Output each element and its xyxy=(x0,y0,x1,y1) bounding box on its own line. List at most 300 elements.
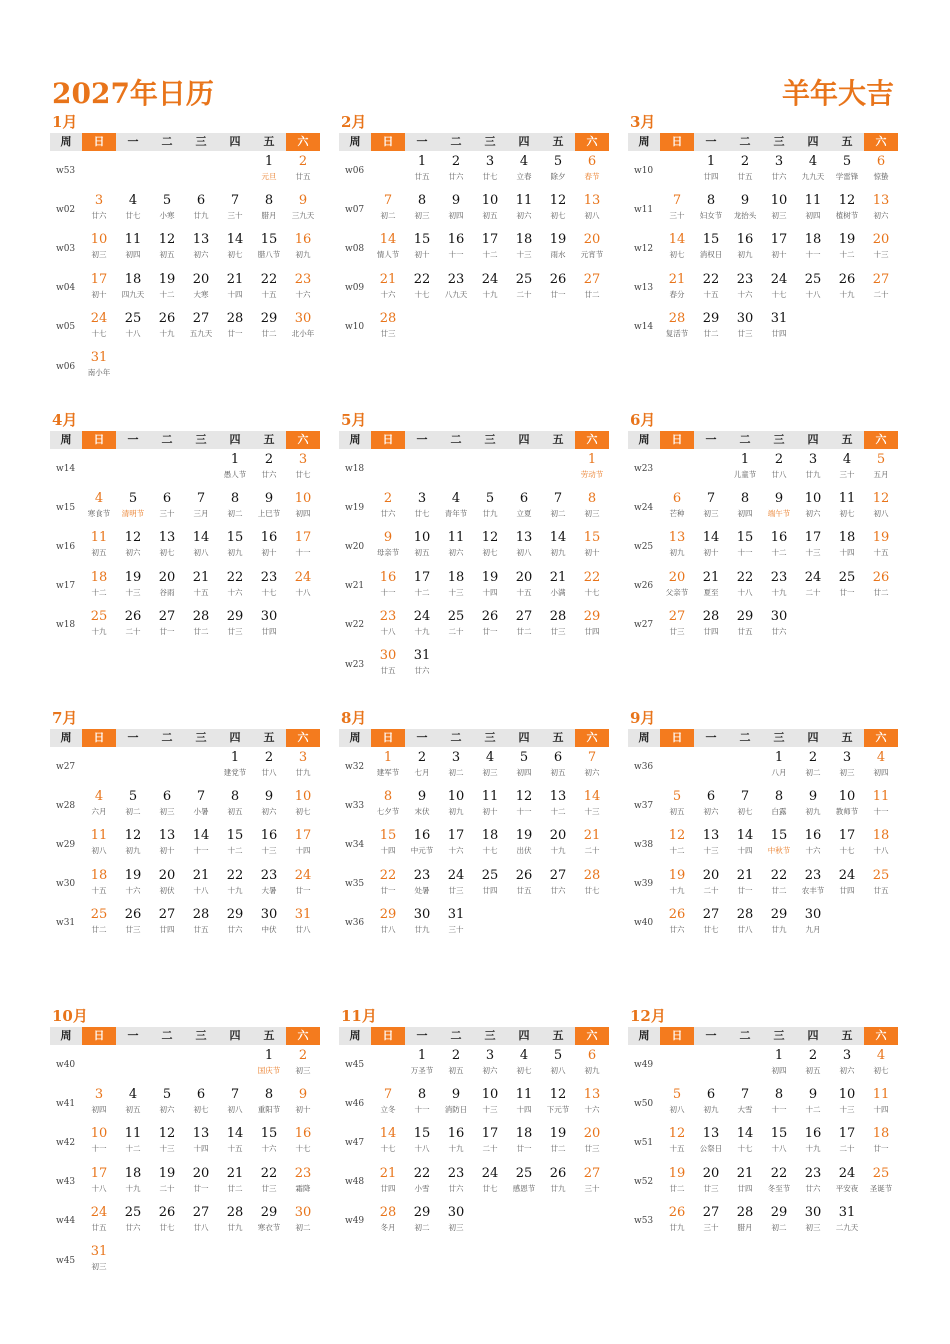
lunar-date: 廿三 xyxy=(737,328,753,338)
day-cell xyxy=(184,269,218,308)
day-cell xyxy=(218,567,252,606)
day-number: 28 xyxy=(583,867,601,883)
day-cell xyxy=(116,488,150,527)
weekday-header-cell: 五 xyxy=(252,729,286,747)
empty-day-cell xyxy=(728,747,762,786)
empty-day-cell xyxy=(82,1045,116,1084)
day-number: 24 xyxy=(413,608,431,624)
lunar-date: 十三 xyxy=(516,250,532,260)
lunar-date: 初四 xyxy=(91,1105,107,1115)
lunar-date: 廿九 xyxy=(669,1222,685,1232)
day-cell xyxy=(830,151,864,190)
day-number: 23 xyxy=(447,1165,465,1181)
lunar-date: 情人节 xyxy=(376,250,400,260)
day-cell xyxy=(286,229,320,268)
lunar-date: 廿三 xyxy=(584,1144,600,1154)
lunar-date: 初十 xyxy=(482,807,498,817)
week-number: w49 xyxy=(345,1216,365,1227)
day-number: 25 xyxy=(447,608,465,624)
day-number: 6 xyxy=(162,789,172,805)
day-cell xyxy=(694,904,728,943)
lunar-date: 二十 xyxy=(482,1144,498,1154)
day-number: 14 xyxy=(192,828,210,844)
day-cell xyxy=(252,567,286,606)
day-cell xyxy=(473,229,507,268)
lunar-date: 廿五 xyxy=(737,626,753,636)
empty-day-cell xyxy=(575,904,609,943)
weekday-header-cell: 日 xyxy=(371,133,405,151)
lunar-date: 初八 xyxy=(873,509,889,519)
day-cell xyxy=(371,1084,405,1123)
day-cell xyxy=(150,488,184,527)
lunar-date: 初八 xyxy=(669,1105,685,1115)
day-number: 11 xyxy=(90,828,108,844)
day-cell xyxy=(116,606,150,645)
week-number: w32 xyxy=(345,761,365,772)
day-cell xyxy=(439,1163,473,1202)
day-cell xyxy=(252,1123,286,1162)
week-number: w36 xyxy=(345,918,365,929)
lunar-date: 初十 xyxy=(584,548,600,558)
day-cell xyxy=(439,151,473,190)
week-row xyxy=(339,786,609,825)
lunar-date: 公祭日 xyxy=(699,1144,723,1154)
lunar-date: 二十 xyxy=(703,885,719,895)
lunar-date: 初八 xyxy=(516,548,532,558)
empty-day-cell xyxy=(541,645,575,684)
week-number: w17 xyxy=(56,581,76,592)
lunar-date: 廿五 xyxy=(91,1222,107,1232)
day-number: 4 xyxy=(128,193,138,209)
month-block xyxy=(628,112,898,347)
day-number: 18 xyxy=(872,1126,890,1142)
day-number: 6 xyxy=(876,154,886,169)
day-number: 3 xyxy=(298,750,308,765)
day-cell xyxy=(439,865,473,904)
lunar-date: 十三 xyxy=(261,846,277,856)
day-cell xyxy=(728,567,762,606)
day-cell xyxy=(82,904,116,943)
day-number: 11 xyxy=(447,530,465,546)
day-number: 16 xyxy=(294,1126,312,1142)
lunar-date: 农丰节 xyxy=(801,885,825,895)
weekday-header-cell: 周 xyxy=(50,729,82,747)
lunar-date: 初四 xyxy=(771,1066,787,1075)
empty-day-cell xyxy=(218,151,252,190)
week-number: w47 xyxy=(345,1137,365,1148)
lunar-date: 初三 xyxy=(295,1066,311,1075)
week-row xyxy=(628,527,898,566)
lunar-date: 十二 xyxy=(805,1105,821,1115)
day-cell xyxy=(728,865,762,904)
lunar-date: 初六 xyxy=(584,768,600,777)
week-row xyxy=(339,527,609,566)
lunar-date: 二十 xyxy=(584,846,600,856)
day-number: 8 xyxy=(706,193,716,209)
day-cell xyxy=(541,567,575,606)
lunar-date: 廿二 xyxy=(873,587,889,597)
week-number: w10 xyxy=(634,165,654,176)
empty-day-cell xyxy=(796,308,830,347)
day-cell xyxy=(864,151,898,190)
lunar-date: 廿八 xyxy=(380,924,396,934)
day-cell xyxy=(218,308,252,347)
day-number: 27 xyxy=(192,1204,210,1220)
day-number: 12 xyxy=(549,193,567,209)
week-number: w30 xyxy=(56,879,76,890)
lunar-date: 初十 xyxy=(703,548,719,558)
day-number: 29 xyxy=(702,310,720,326)
week-row xyxy=(628,825,898,864)
day-number: 20 xyxy=(583,1126,601,1142)
day-number: 11 xyxy=(515,1087,533,1103)
day-cell xyxy=(762,1123,796,1162)
day-cell xyxy=(439,1202,473,1241)
empty-day-cell xyxy=(184,151,218,190)
lunar-date: 初五 xyxy=(482,211,498,221)
day-number: 1 xyxy=(264,154,274,169)
day-cell xyxy=(82,825,116,864)
lunar-date: 八月 xyxy=(771,768,787,777)
day-number: 29 xyxy=(379,906,397,922)
day-cell xyxy=(286,151,320,190)
day-cell xyxy=(473,786,507,825)
day-number: 7 xyxy=(196,491,206,507)
lunar-date: 十八 xyxy=(295,587,311,597)
day-number: 28 xyxy=(549,608,567,624)
day-cell xyxy=(864,1045,898,1084)
empty-day-cell xyxy=(439,645,473,684)
weekday-header-cell: 六 xyxy=(864,1027,898,1045)
day-number: 3 xyxy=(808,452,818,467)
day-cell xyxy=(405,229,439,268)
day-cell xyxy=(762,904,796,943)
day-cell xyxy=(694,1202,728,1241)
empty-day-cell xyxy=(694,1045,728,1084)
weekday-header-cell: 六 xyxy=(575,431,609,449)
day-cell xyxy=(575,449,609,488)
day-cell xyxy=(82,1241,116,1280)
day-cell xyxy=(660,488,694,527)
empty-day-cell xyxy=(150,449,184,488)
day-number: 3 xyxy=(485,1048,495,1063)
lunar-date: 初七 xyxy=(159,548,175,558)
day-cell xyxy=(439,527,473,566)
week-number: w50 xyxy=(634,1098,654,1109)
day-cell xyxy=(541,1045,575,1084)
day-cell xyxy=(371,308,405,347)
day-cell xyxy=(184,488,218,527)
week-number: w35 xyxy=(345,879,365,890)
lunar-date: 春节 xyxy=(584,172,600,181)
day-cell xyxy=(286,269,320,308)
day-cell xyxy=(507,151,541,190)
weekday-header-cell: 周 xyxy=(50,1027,82,1045)
week-number: w20 xyxy=(345,541,365,552)
empty-day-cell xyxy=(371,151,405,190)
lunar-date: 十一 xyxy=(873,807,889,817)
empty-day-cell xyxy=(116,1241,150,1280)
month-name: 5月 xyxy=(341,411,367,429)
lunar-date: 廿五 xyxy=(873,885,889,895)
day-number: 23 xyxy=(294,271,312,287)
day-number: 12 xyxy=(668,828,686,844)
month-name: 7月 xyxy=(52,709,78,727)
day-number: 30 xyxy=(294,1204,312,1220)
day-cell xyxy=(473,567,507,606)
day-cell xyxy=(864,229,898,268)
day-number: 6 xyxy=(587,1048,597,1063)
lunar-date: 初四 xyxy=(805,211,821,221)
day-cell xyxy=(694,825,728,864)
day-number: 27 xyxy=(515,608,533,624)
day-cell xyxy=(218,527,252,566)
lunar-date: 夏至 xyxy=(703,587,719,597)
day-cell xyxy=(694,488,728,527)
day-cell xyxy=(286,1123,320,1162)
day-number: 18 xyxy=(804,232,822,248)
day-number: 25 xyxy=(838,569,856,585)
lunar-date: 腊月 xyxy=(261,211,277,221)
day-number: 24 xyxy=(838,867,856,883)
lunar-date: 十五 xyxy=(873,548,889,558)
day-number: 6 xyxy=(672,491,682,507)
weekday-header xyxy=(339,729,609,747)
day-cell xyxy=(252,1045,286,1084)
day-number: 20 xyxy=(702,867,720,883)
lunar-date: 十一 xyxy=(805,250,821,260)
empty-day-cell xyxy=(150,747,184,786)
day-number: 28 xyxy=(736,906,754,922)
lunar-date: 初九 xyxy=(737,250,753,260)
day-number: 27 xyxy=(158,906,176,922)
day-number: 26 xyxy=(668,906,686,922)
day-number: 10 xyxy=(770,193,788,209)
empty-day-cell xyxy=(252,347,286,386)
day-cell xyxy=(694,1084,728,1123)
month-block xyxy=(50,410,320,645)
lunar-date: 十二 xyxy=(159,289,175,299)
day-number: 6 xyxy=(162,491,172,507)
lunar-date: 廿二 xyxy=(516,626,532,636)
lunar-date: 廿九 xyxy=(482,509,498,519)
day-cell xyxy=(728,606,762,645)
day-cell xyxy=(796,1084,830,1123)
day-number: 24 xyxy=(770,271,788,287)
week-number: w23 xyxy=(634,463,654,474)
day-number: 18 xyxy=(515,1126,533,1142)
week-row xyxy=(50,347,320,386)
lunar-date: 廿九 xyxy=(414,924,430,934)
day-cell xyxy=(252,904,286,943)
day-cell xyxy=(439,904,473,943)
lunar-date: 初五 xyxy=(805,1066,821,1075)
day-number: 10 xyxy=(90,1126,108,1142)
day-cell xyxy=(796,825,830,864)
day-cell xyxy=(694,567,728,606)
lunar-date: 十六 xyxy=(584,1105,600,1115)
day-number: 7 xyxy=(553,491,563,507)
lunar-date: 廿八 xyxy=(737,924,753,934)
week-row xyxy=(628,488,898,527)
day-cell xyxy=(830,865,864,904)
day-number: 19 xyxy=(838,232,856,248)
day-cell xyxy=(82,308,116,347)
day-number: 28 xyxy=(702,608,720,624)
lunar-date: 廿七 xyxy=(482,172,498,181)
day-number: 16 xyxy=(804,1126,822,1142)
weekday-header-cell: 周 xyxy=(50,133,82,151)
day-number: 13 xyxy=(549,789,567,805)
day-number: 23 xyxy=(447,271,465,287)
weekday-header xyxy=(339,133,609,151)
day-number: 9 xyxy=(451,193,461,209)
lunar-date: 小暑 xyxy=(193,807,209,817)
day-cell xyxy=(762,308,796,347)
lunar-date: 廿七 xyxy=(414,509,430,519)
weekday-header-cell: 二 xyxy=(150,729,184,747)
lunar-date: 十四 xyxy=(295,846,311,856)
day-number: 3 xyxy=(451,750,461,765)
lunar-date: 初三 xyxy=(159,807,175,817)
day-number: 8 xyxy=(230,491,240,507)
day-cell xyxy=(150,865,184,904)
day-cell xyxy=(116,825,150,864)
weekday-header-cell: 五 xyxy=(252,133,286,151)
day-cell xyxy=(864,1123,898,1162)
day-cell xyxy=(541,1084,575,1123)
lunar-date: 十六 xyxy=(295,289,311,299)
day-cell xyxy=(371,488,405,527)
day-number: 9 xyxy=(740,193,750,209)
day-number: 17 xyxy=(804,530,822,546)
lunar-date: 三十 xyxy=(159,509,175,519)
day-cell xyxy=(694,190,728,229)
day-cell xyxy=(184,904,218,943)
day-number: 3 xyxy=(298,452,308,467)
day-number: 24 xyxy=(90,1204,108,1220)
day-number: 30 xyxy=(736,310,754,326)
day-number: 29 xyxy=(413,1204,431,1220)
lunar-date: 十二 xyxy=(91,587,107,597)
week-row xyxy=(339,825,609,864)
lunar-date: 九九天 xyxy=(801,172,825,181)
lunar-date: 廿九 xyxy=(805,470,821,479)
day-cell xyxy=(218,269,252,308)
day-number: 4 xyxy=(519,154,529,169)
day-cell xyxy=(286,1163,320,1202)
empty-day-cell xyxy=(864,308,898,347)
lunar-date: 十九 xyxy=(91,626,107,636)
day-cell xyxy=(439,269,473,308)
weekday-header-cell: 六 xyxy=(286,431,320,449)
day-cell xyxy=(728,1084,762,1123)
lunar-date: 廿二 xyxy=(703,328,719,338)
lunar-date: 初十 xyxy=(771,250,787,260)
day-number: 31 xyxy=(838,1204,856,1220)
day-cell xyxy=(218,449,252,488)
week-row xyxy=(339,449,609,488)
week-number: w36 xyxy=(634,761,654,772)
day-number: 27 xyxy=(668,608,686,624)
day-cell xyxy=(150,1123,184,1162)
day-cell xyxy=(82,488,116,527)
lunar-date: 十八 xyxy=(805,289,821,299)
day-number: 31 xyxy=(447,906,465,922)
lunar-date: 十四 xyxy=(873,1105,889,1115)
lunar-date: 二十 xyxy=(873,289,889,299)
lunar-date: 廿五 xyxy=(516,885,532,895)
lunar-date: 下元节 xyxy=(546,1105,570,1115)
day-number: 4 xyxy=(842,452,852,467)
month-name: 3月 xyxy=(630,113,656,131)
day-cell xyxy=(473,1084,507,1123)
lunar-date: 廿一 xyxy=(380,885,396,895)
lunar-date: 初二 xyxy=(771,1222,787,1232)
lunar-date: 十九 xyxy=(414,626,430,636)
day-number: 17 xyxy=(447,828,465,844)
lunar-date: 十九 xyxy=(771,587,787,597)
day-cell xyxy=(286,308,320,347)
week-row xyxy=(50,229,320,268)
day-number: 31 xyxy=(90,1243,108,1259)
lunar-date: 三十 xyxy=(839,470,855,479)
day-number: 25 xyxy=(124,1204,142,1220)
weekday-header-cell: 五 xyxy=(252,1027,286,1045)
day-cell xyxy=(150,190,184,229)
week-number: w09 xyxy=(345,283,365,294)
day-number: 24 xyxy=(90,310,108,326)
day-cell xyxy=(405,1084,439,1123)
week-number: w19 xyxy=(345,502,365,513)
day-number: 17 xyxy=(770,232,788,248)
month-block xyxy=(50,708,320,943)
lunar-date: 初三 xyxy=(91,1261,107,1271)
lunar-date: 廿二 xyxy=(771,885,787,895)
lunar-date: 初八 xyxy=(584,211,600,221)
day-cell xyxy=(507,747,541,786)
day-cell xyxy=(82,1163,116,1202)
weekday-header-cell: 日 xyxy=(660,431,694,449)
day-number: 18 xyxy=(447,569,465,585)
day-number: 7 xyxy=(740,789,750,805)
lunar-date: 十二 xyxy=(482,250,498,260)
lunar-date: 植树节 xyxy=(835,211,859,221)
weekday-header-cell: 二 xyxy=(439,1027,473,1045)
day-number: 6 xyxy=(196,1087,206,1103)
lunar-date: 初七 xyxy=(873,1066,889,1075)
day-cell xyxy=(252,1163,286,1202)
day-cell xyxy=(286,567,320,606)
lunar-date: 消防日 xyxy=(444,1105,468,1115)
lunar-date: 廿三 xyxy=(703,1183,719,1193)
day-cell xyxy=(286,825,320,864)
lunar-date: 十七 xyxy=(771,289,787,299)
lunar-date: 十七 xyxy=(414,289,430,299)
week-row xyxy=(50,190,320,229)
week-number: w37 xyxy=(634,800,654,811)
day-cell xyxy=(728,1123,762,1162)
day-number: 21 xyxy=(226,1165,244,1181)
lunar-date: 廿三 xyxy=(261,1183,277,1193)
day-number: 1 xyxy=(417,1048,427,1063)
lunar-date: 初九 xyxy=(584,1066,600,1075)
day-cell xyxy=(796,1163,830,1202)
day-number: 28 xyxy=(226,1204,244,1220)
lunar-date: 初五 xyxy=(91,548,107,558)
day-number: 16 xyxy=(447,232,465,248)
day-number: 23 xyxy=(413,867,431,883)
